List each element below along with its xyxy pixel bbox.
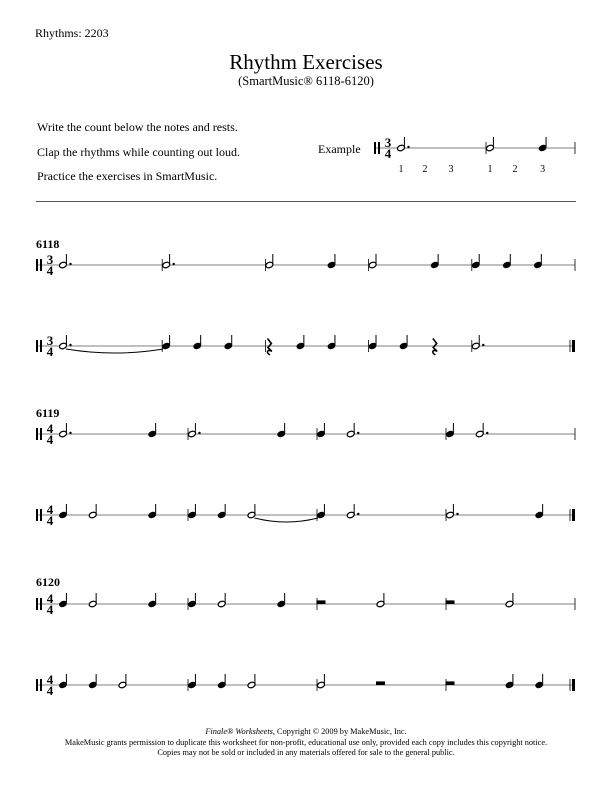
example-count-label: 3 [540, 164, 546, 175]
augmentation-dot [173, 263, 175, 265]
instruction-write-count: Write the count below the notes and rests. [37, 120, 238, 134]
half-rest-icon [376, 681, 385, 685]
augmentation-dot [198, 432, 200, 434]
time-signature-top: 4 [46, 591, 54, 606]
time-signature-top: 4 [46, 502, 54, 517]
augmentation-dot [357, 513, 359, 515]
half-rest-icon [446, 600, 455, 604]
augmentation-dot [482, 344, 484, 346]
augmentation-dot [69, 432, 71, 434]
time-signature-bottom: 4 [46, 602, 54, 617]
example-count-label: 2 [422, 164, 428, 175]
exercise-number-6119: 6119 [36, 406, 60, 420]
copyright-footer [0, 727, 612, 759]
augmentation-dot [69, 263, 71, 265]
half-rest-icon [317, 600, 326, 604]
time-signature-bottom: 4 [46, 513, 54, 528]
instruction-practice: Practice the exercises in SmartMusic. [37, 169, 218, 183]
footer-product-name: Finale® Worksheets [205, 727, 273, 736]
instruction-clap: Clap the rhythms while counting out loud. [37, 145, 240, 159]
exercise-number-6118: 6118 [36, 237, 60, 251]
augmentation-dot [69, 344, 71, 346]
footer-restriction: Copies may not be sold or included in any materials offered for sale to the general public. [157, 748, 455, 757]
quarter-rest-icon [433, 339, 437, 355]
augmentation-dot [486, 432, 488, 434]
time-signature-bottom: 4 [46, 263, 54, 278]
exercise-number-6120: 6120 [36, 575, 60, 589]
half-rest-icon [446, 681, 455, 685]
time-signature-top: 4 [46, 421, 54, 436]
example-label: Example [318, 142, 361, 156]
time-signature-top: 3 [46, 252, 54, 267]
example-count-label: 1 [487, 164, 493, 175]
footer-permission: MakeMusic grants permission to duplicate this worksheet for non-profit, educational use only, provided each copy includes this copyright notice. [64, 737, 548, 747]
augmentation-dot [407, 146, 409, 148]
example-count-label: 3 [448, 164, 454, 175]
augmentation-dot [456, 513, 458, 515]
time-signature-top: 3 [46, 333, 54, 348]
time-signature-top: 3 [384, 135, 392, 150]
augmentation-dot [357, 432, 359, 434]
worksheet-id-label: Rhythms: 2203 [35, 26, 109, 40]
example-count-label: 1 [398, 164, 404, 175]
footer-copyright: , Copyright © 2009 by MakeMusic, Inc. [272, 727, 407, 736]
tie [255, 518, 319, 522]
time-signature-bottom: 4 [46, 683, 54, 698]
example-count-label: 2 [512, 164, 518, 175]
time-signature-bottom: 4 [46, 432, 54, 447]
quarter-rest-icon [267, 339, 271, 355]
time-signature-bottom: 4 [384, 146, 392, 161]
tie [66, 349, 163, 353]
page-subtitle: (SmartMusic® 6118-6120) [238, 74, 374, 88]
time-signature-bottom: 4 [46, 344, 54, 359]
time-signature-top: 4 [46, 672, 54, 687]
page-title: Rhythm Exercises [229, 50, 383, 74]
